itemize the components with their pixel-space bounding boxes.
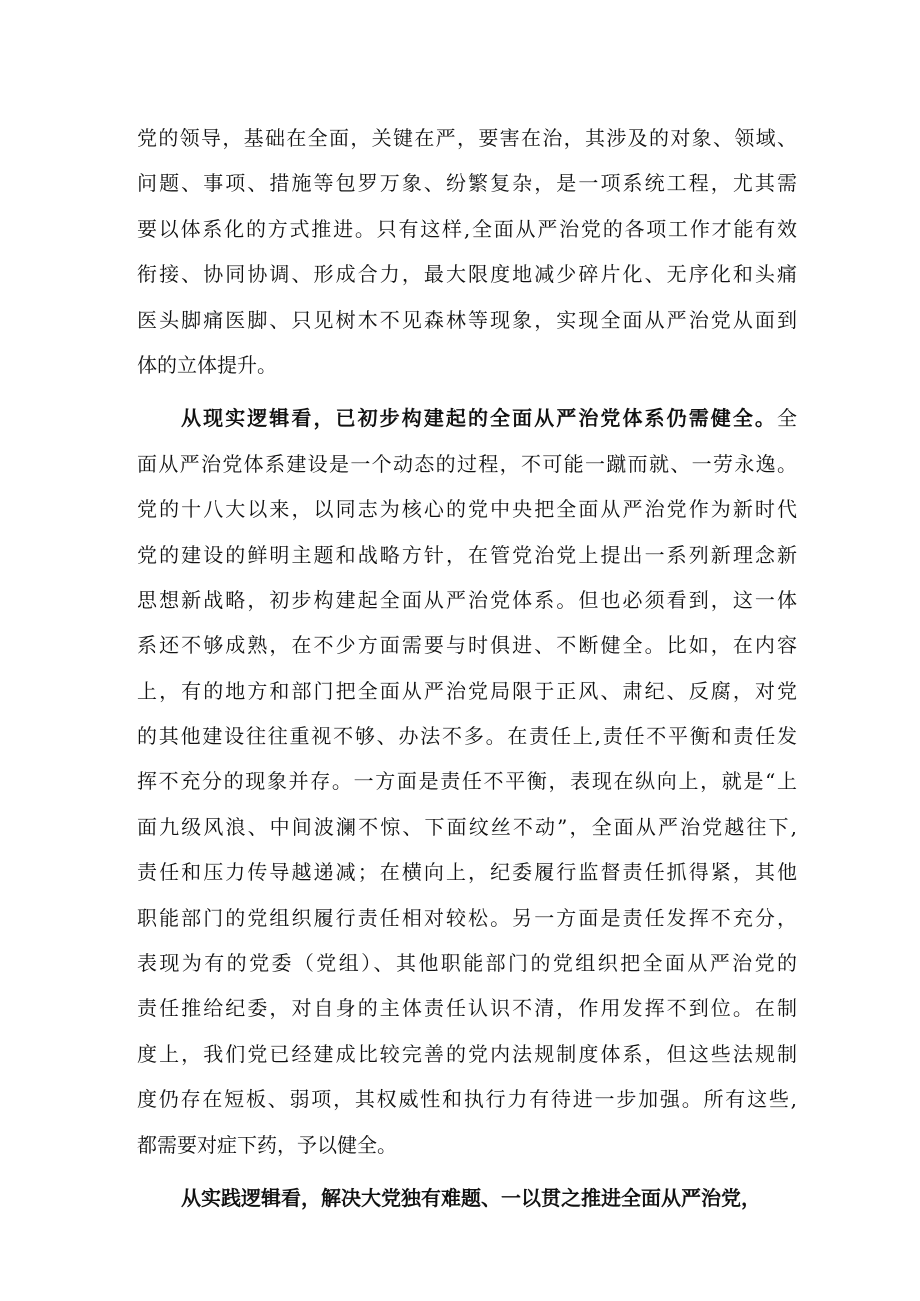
paragraph-first-line	[137, 396, 797, 441]
text-line: 衔接、协同协调、形成合力，最大限度地减少碎片化、无序化和头痛	[137, 262, 797, 287]
paragraph-2	[137, 396, 797, 1168]
text-line: 要以体系化的方式推进。只有这样,全面从严治党的各项工作才能有效	[137, 216, 797, 241]
text-line: 面九级风浪、中间波澜不惊、下面纹丝不动”，全面从严治党越往下,	[137, 814, 797, 839]
text-line: 体的立体提升。	[137, 352, 277, 377]
paragraph-heading: 从现实逻辑看，已初步构建起的全面从严治党体系仍需健全。	[181, 406, 777, 431]
text-line: 职能部门的党组织履行责任相对较松。另一方面是责任发挥不充分，	[137, 905, 797, 930]
text-line: 责任推给纪委，对自身的主体责任认识不清，作用发挥不到位。在制	[137, 996, 797, 1021]
text-line: 党的建设的鲜明主题和战略方针，在管党治党上提出一系列新理念新	[137, 542, 797, 567]
paragraph-first-line	[137, 1176, 797, 1221]
text-line: 医头脚痛医脚、只见树木不见森林等现象，实现全面从严治党从面到	[137, 307, 797, 332]
text-line: 都需要对症下药，予以健全。	[137, 1132, 397, 1157]
paragraph-3	[137, 1176, 797, 1221]
text-line: 党的十八大以来，以同志为核心的党中央把全面从严治党作为新时代	[137, 497, 797, 522]
text-run: 全	[777, 406, 797, 431]
text-line: 度上，我们党已经建成比较完善的党内法规制度体系，但这些法规制	[137, 1041, 797, 1066]
paragraph-1	[137, 116, 797, 388]
text-line: 思想新战略，初步构建起全面从严治党体系。但也必须看到，这一体	[137, 587, 797, 612]
text-line: 党的领导，基础在全面，关键在严，要害在治，其涉及的对象、领域、	[137, 126, 797, 150]
text-line: 表现为有的党委（党组）、其他职能部门的党组织把全面从严治党的	[137, 951, 797, 976]
document-body	[137, 116, 797, 1221]
text-line: 问题、事项、措施等包罗万象、纷繁复杂，是一项系统工程，尤其需	[137, 171, 797, 196]
text-line: 度仍存在短板、弱项，其权威性和执行力有待进一步加强。所有这些,	[137, 1087, 797, 1112]
text-line: 系还不够成熟，在不少方面需要与时俱进、不断健全。比如，在内容	[137, 633, 797, 658]
text-line: 责任和压力传导越递减；在横向上，纪委履行监督责任抓得紧，其他	[137, 860, 797, 885]
paragraph-heading: 从实践逻辑看，解决大党独有难题、一以贯之推进全面从严治党，	[181, 1185, 761, 1210]
text-line: 的其他建设往往重视不够、办法不多。在责任上,责任不平衡和责任发	[137, 724, 797, 749]
text-line: 挥不充分的现象并存。一方面是责任不平衡，表现在纵向上，就是“上	[137, 769, 797, 794]
text-line: 面从严治党体系建设是一个动态的过程，不可能一蹴而就、一劳永逸。	[137, 451, 797, 476]
text-line: 上，有的地方和部门把全面从严治党局限于正风、肃纪、反腐，对党	[137, 678, 797, 703]
